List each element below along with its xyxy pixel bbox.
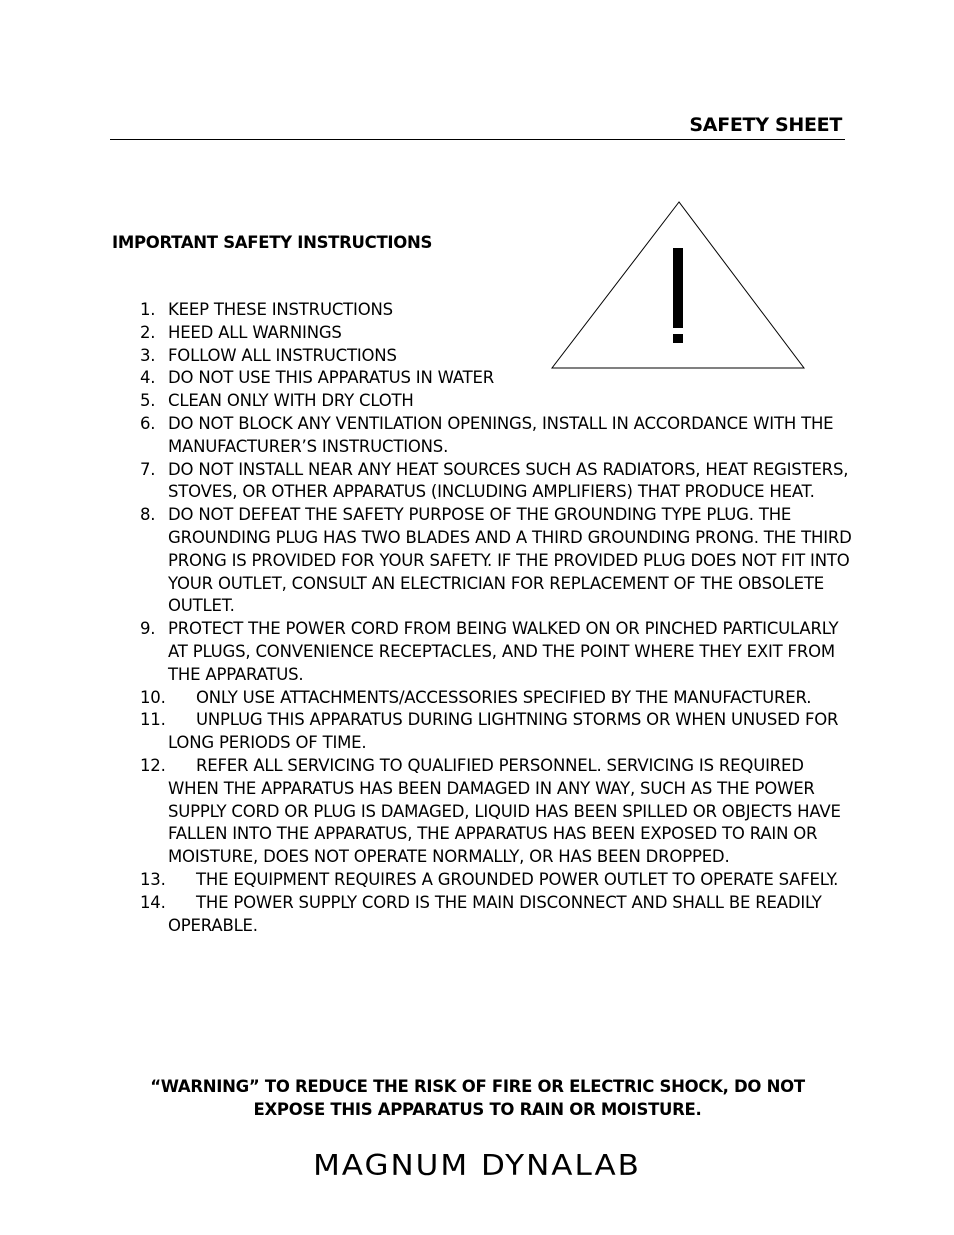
item-number: 6. — [140, 413, 156, 433]
list-item — [140, 618, 852, 686]
safety-instruction-list — [140, 299, 852, 937]
item-text: REFER ALL SERVICING TO QUALIFIED PERSONNEL. SERVICING IS REQUIRED WHEN THE APPARATUS HAS BEEN DAMAGED IN ANY WAY, SUCH AS THE POWER SUPPLY CORD OR PLUG IS DAMAGED, LIQUID HAS BEEN SPILLED OR OBJECTS HAVE FALLEN INTO THE APPARATUS, THE APPARATUS HAS BEEN EXPOSED TO RAIN OR MOISTURE, DOES NOT OPERATE NORMALLY, OR HAS BEEN DROPPED. — [168, 755, 841, 867]
list-item — [140, 892, 852, 938]
item-number: 11. — [140, 710, 166, 730]
item-text: PROTECT THE POWER CORD FROM BEING WALKED ON OR PINCHED PARTICULARLY AT PLUGS, CONVENIENCE RECEPTACLES, AND THE POINT WHERE THEY EXIT FROM THE APPARATUS. — [168, 619, 839, 684]
item-number: 14. — [140, 892, 166, 912]
item-text: KEEP THESE INSTRUCTIONS — [168, 300, 393, 319]
list-item — [140, 459, 852, 505]
fire-shock-warning — [110, 1075, 845, 1121]
item-text: THE EQUIPMENT REQUIRES A GROUNDED POWER OUTLET TO OPERATE SAFELY. — [196, 869, 839, 889]
item-number: 2. — [140, 322, 156, 342]
item-text: THE POWER SUPPLY CORD IS THE MAIN DISCONNECT AND SHALL BE READILY OPERABLE. — [168, 892, 822, 935]
item-text: DO NOT USE THIS APPARATUS IN WATER — [168, 368, 495, 388]
item-number: 10. — [140, 687, 166, 707]
item-number: 4. — [140, 368, 156, 388]
list-item — [140, 504, 852, 618]
item-text: DO NOT BLOCK ANY VENTILATION OPENINGS, INSTALL IN ACCORDANCE WITH THE MANUFACTURER’S INSTRUCTIONS. — [168, 413, 834, 456]
item-text: CLEAN ONLY WITH DRY CLOTH — [168, 391, 414, 411]
header-divider — [110, 139, 845, 140]
page-title: SAFETY SHEET — [689, 114, 842, 136]
brand-logo: MAGNUM DYNALAB — [313, 1149, 641, 1183]
item-text: DO NOT DEFEAT THE SAFETY PURPOSE OF THE GROUNDING TYPE PLUG. THE GROUNDING PLUG HAS TWO BLADES AND A THIRD GROUNDING PRONG. THE THIRD PRONG IS PROVIDED FOR YOUR SAFETY. IF THE PROVIDED PLUG DOES NOT FIT INTO YOUR OUTLET, CONSULT AN ELECTRICIAN FOR REPLACEMENT OF THE OBSOLETE OUTLET. — [168, 505, 852, 616]
list-item — [140, 345, 852, 368]
section-heading: IMPORTANT SAFETY INSTRUCTIONS — [112, 233, 433, 252]
item-text: UNPLUG THIS APPARATUS DURING LIGHTNING STORMS OR WHEN UNUSED FOR LONG PERIODS OF TIME. — [168, 710, 839, 753]
warning-line: EXPOSE THIS APPARATUS TO RAIN OR MOISTURE. — [253, 1100, 702, 1119]
item-number: 3. — [140, 345, 156, 365]
list-item — [140, 709, 852, 755]
item-text: FOLLOW ALL INSTRUCTIONS — [168, 345, 397, 365]
list-item — [140, 413, 852, 459]
item-number: 9. — [140, 619, 156, 639]
list-item — [140, 390, 852, 413]
item-number: 7. — [140, 459, 156, 479]
list-item — [140, 687, 852, 710]
item-number: 12. — [140, 755, 166, 775]
warning-line: “WARNING” TO REDUCE THE RISK OF FIRE OR ELECTRIC SHOCK, DO NOT — [150, 1077, 805, 1096]
list-item — [140, 869, 852, 892]
item-text: DO NOT INSTALL NEAR ANY HEAT SOURCES SUCH AS RADIATORS, HEAT REGISTERS, STOVES, OR OTHER APPARATUS (INCLUDING AMPLIFIERS) THAT PRODUCE HEAT. — [168, 459, 849, 502]
list-item — [140, 322, 852, 345]
item-number: 8. — [140, 505, 156, 525]
list-item — [140, 299, 852, 322]
item-text: ONLY USE ATTACHMENTS/ACCESSORIES SPECIFIED BY THE MANUFACTURER. — [196, 687, 812, 707]
item-number: 1. — [140, 300, 156, 319]
list-item — [140, 367, 852, 390]
item-number: 5. — [140, 391, 156, 411]
item-text: HEED ALL WARNINGS — [168, 322, 342, 342]
item-number: 13. — [140, 869, 166, 889]
list-item — [140, 755, 852, 869]
